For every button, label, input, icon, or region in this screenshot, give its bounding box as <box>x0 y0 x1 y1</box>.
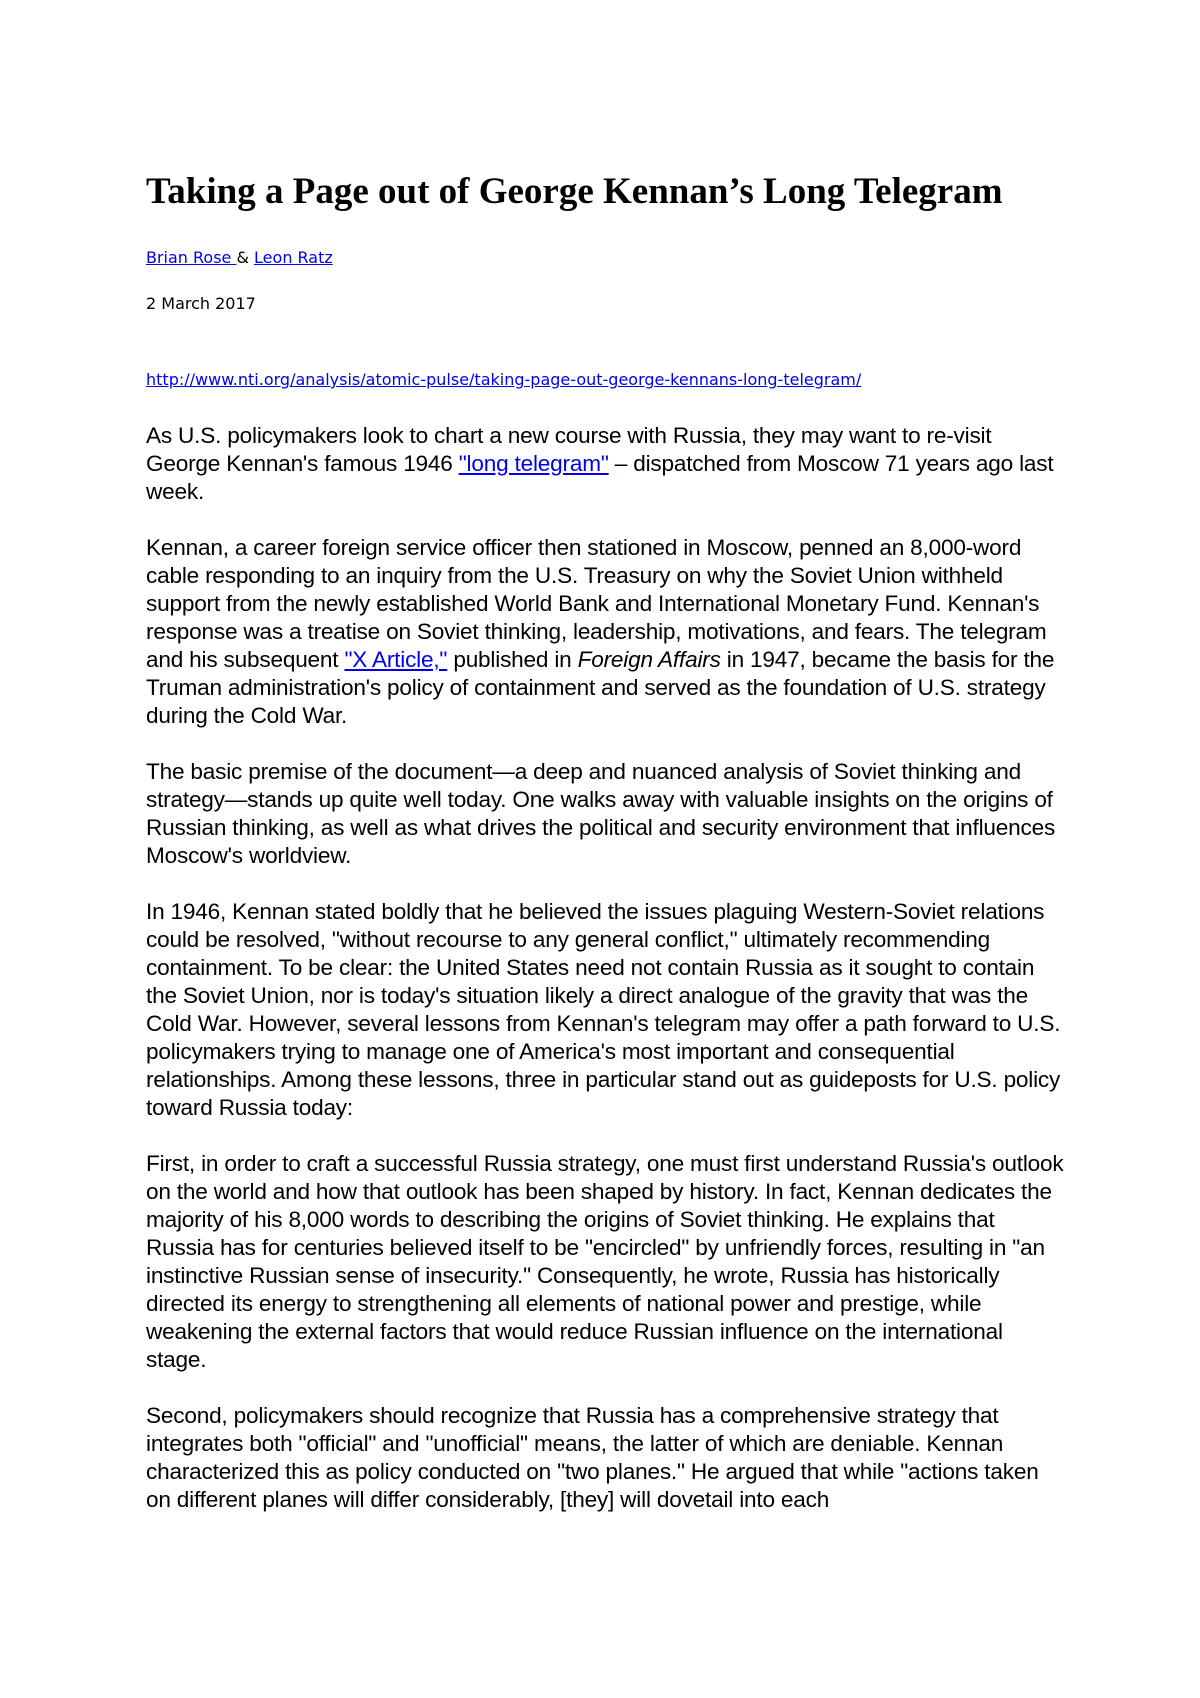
author-separator: & <box>236 248 255 267</box>
article-date: 2 March 2017 <box>146 294 256 313</box>
source-url-line <box>146 370 861 389</box>
paragraph-2 <box>146 534 1066 730</box>
long-telegram-link[interactable]: "long telegram" <box>458 451 609 476</box>
document-page <box>146 170 1066 1512</box>
author-link-brian-rose[interactable]: Brian Rose <box>146 248 237 267</box>
article-title: Taking a Page out of George Kennan’s Long Telegram <box>146 171 1003 212</box>
paragraph-5: First, in order to craft a successful Russia strategy, one must first understand Russia's outlook on the world and how that outlook has been shaped by history. In fact, Kennan dedicates the majority of his 8,000 words to describing the origins of Soviet thinking. He explains that Russia has for centuries believed itself to be "encircled" by unfriendly forces, resulting in "an instinctive Russian sense of insecurity." Consequently, he wrote, Russia has historically directed its energy to strengthening all elements of national power and prestige, while weakening the external factors that would reduce Russian influence on the international stage. <box>146 1151 1064 1372</box>
paragraph-text: published in <box>447 647 578 672</box>
foreign-affairs-italic: Foreign Affairs <box>577 647 721 672</box>
author-link-leon-ratz[interactable]: Leon Ratz <box>254 248 333 267</box>
x-article-link[interactable]: "X Article," <box>344 647 448 672</box>
paragraph-text: As U.S. policymakers look to chart a new course with Russia, they may want to re-visit George Kennan's famous 1946 <box>146 423 992 476</box>
paragraph-4: In 1946, Kennan stated boldly that he believed the issues plaguing Western-Soviet relations could be resolved, "without recourse to any general conflict," ultimately recommending containment. To be clear: the United States need not contain Russia as it sought to contain the Soviet Union, nor is today's situation likely a direct analogue of the gravity that was the Cold War. However, several lessons from Kennan's telegram may offer a path forward to U.S. policymakers trying to manage one of America's most important and consequential relationships. Among these lessons, three in particular stand out as guideposts for U.S. policy toward Russia today: <box>146 899 1061 1120</box>
paragraph-text: in 1947, became the basis for the Truman administration's policy of containment and served as the foundation of U.S. strategy during the Cold War. <box>146 647 1055 728</box>
paragraph-text: Kennan, a career foreign service officer then stationed in Moscow, penned an 8,000-word cable responding to an inquiry from the U.S. Treasury on why the Soviet Union withheld support from the newly established World Bank and International Monetary Fund. Kennan's response was a treatise on Soviet thinking, leadership, motivations, and fears. The telegram and his subsequent <box>146 535 1047 672</box>
paragraph-text: – dispatched from Moscow 71 years ago last week. <box>146 451 1054 504</box>
paragraph-3: The basic premise of the document—a deep and nuanced analysis of Soviet thinking and strategy—stands up quite well today. One walks away with valuable insights on the origins of Russian thinking, as well as what drives the political and security environment that influences Moscow's worldview. <box>146 759 1056 868</box>
author-line <box>146 248 333 267</box>
article-body <box>146 422 1066 1542</box>
paragraph-1 <box>146 422 1066 506</box>
source-url-link[interactable]: http://www.nti.org/analysis/atomic-pulse/taking-page-out-george-kennans-long-telegram/ <box>146 370 862 389</box>
paragraph-6: Second, policymakers should recognize that Russia has a comprehensive strategy that integrates both "official" and "unofficial" means, the latter of which are deniable. Kennan characterized this as policy conducted on "two planes." He argued that while "actions taken on different planes will differ considerably, [they] will dovetail into each <box>146 1403 1039 1512</box>
